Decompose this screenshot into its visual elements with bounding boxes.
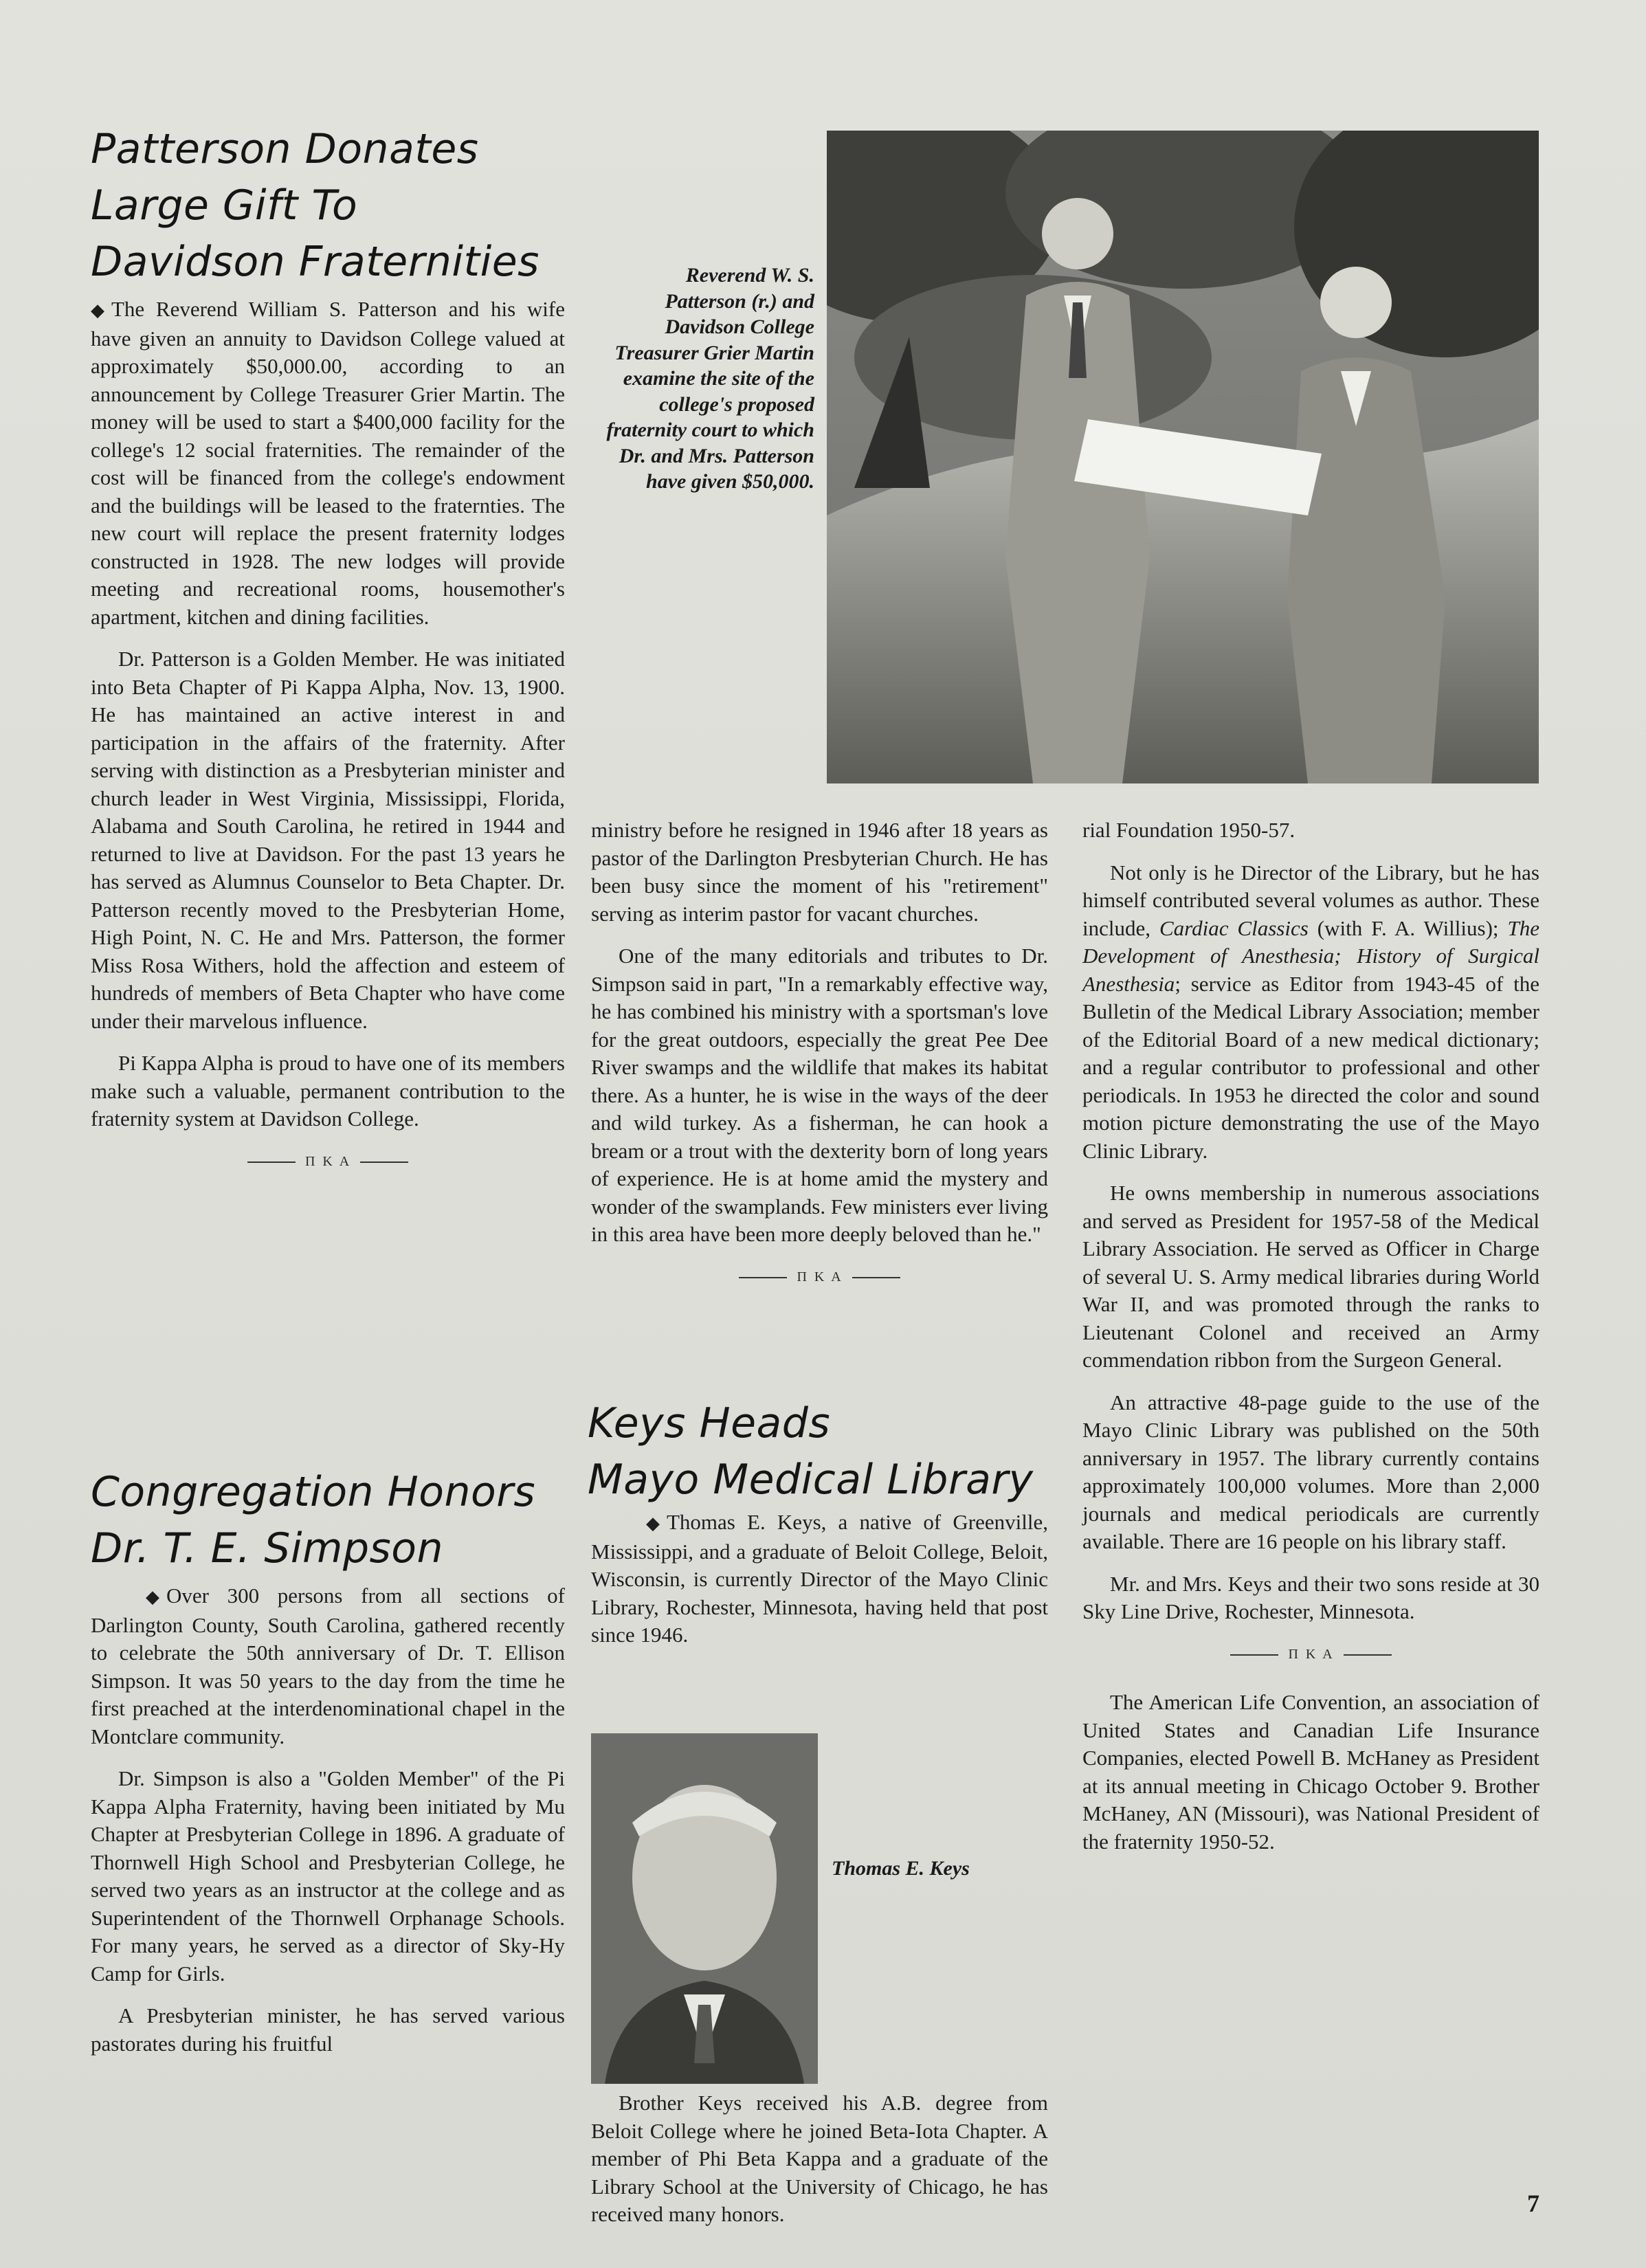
paragraph <box>1082 1689 1539 1856</box>
paragraph-text: Over 300 persons from all sections of Darlington County, South Carolina, gathered recently to celebrate the 50th anniversary of Dr. T. Ellison Simpson. It was 50 years to the day from the time he first preached at the interdenominational chapel in the Montclare community. <box>91 1583 565 1748</box>
headline-line: Patterson Donates <box>91 125 479 173</box>
portrait-photo <box>591 1733 818 2084</box>
page-number: 7 <box>1527 2190 1539 2217</box>
simpson-headline <box>91 1464 572 1577</box>
paragraph: One of the many editorials and tributes to Dr. Simpson said in part, "In a remarkably effective way, he has combined his ministry with a sportsman's love for the great outdoors, especially the great Pee Dee River swamps and the wildlife that makes its habitat there. As a hunter, he is wise in the ways of the deer and wild turkey. As a fisherman, he can hook a bream or a trout with the dexterity born of long years of experience. He is at home amid the mystery and wonder of the swamplands. Few ministers ever living in this area have been more deeply beloved than he." <box>591 944 1048 1246</box>
diamond-bullet-icon: ◆ <box>646 1513 660 1533</box>
section-divider <box>1082 1641 1539 1669</box>
text-run: The American Life Convention, an association of United States and Canadian Life Insurance Companies, elected Powell B. McHaney as President at its annual meeting in Chicago October 9. Brother McHaney, <box>1082 1690 1539 1825</box>
section-divider <box>591 1263 1048 1291</box>
paragraph <box>91 296 565 631</box>
patterson-headline <box>91 121 572 290</box>
book-title: Cardiac Classics <box>1159 915 1309 940</box>
paragraph <box>1082 859 1539 1166</box>
text-run: Not only is he Director of the Library, but he has himself contributed several volumes as author. These include, <box>1082 860 1539 940</box>
divider-text: Π Κ Α <box>304 1153 351 1169</box>
paragraph-text: Thomas E. Keys, a native of Greenville, Mississippi, and a graduate of Beloit College, Beloit, Wisconsin, is currently Director of the Mayo Clinic Library, Rochester, Minnesota, having held that post since 1946. <box>591 1510 1048 1647</box>
keys-portrait <box>591 1733 818 2084</box>
paragraph: Dr. Patterson is a Golden Member. He was initiated into Beta Chapter of Pi Kappa Alpha, Nov. 13, 1900. He has maintained an active interest in and participation in the affairs of the fraternity. After serving with distinction as a Presbyterian minister and church leader in West Virginia, Mississippi, Florida, Alabama and South Carolina, he retired in 1944 and returned to live at Davidson. For the past 13 years he has served as Alumnus Counselor to Beta Chapter. Dr. Patterson recently moved to the Presbyterian Home, High Point, N. C. He and Mrs. Patterson, the former Miss Rosa Withers, hold the affection and esteem of hundreds of members of Beta Chapter who have come under their marvelous influence. <box>91 647 565 1033</box>
paragraph: Dr. Simpson is also a "Golden Member" of the Pi Kappa Alpha Fraternity, having been initiated by Mu Chapter at Presbyterian College in 1896. A graduate of Thornwell High School and Presbyterian College, he served two years as an instructor at the college and as Superintendent of the Thornwell Orphanage Schools. For many years, he served as a director of Sky-Hy Camp for Girls. <box>91 1766 565 1986</box>
keys-article-col3 <box>1082 816 1539 1870</box>
paragraph <box>591 1509 1048 1649</box>
paragraph <box>91 1582 565 1750</box>
headline-line: Large Gift To <box>91 181 358 230</box>
paragraph: Pi Kappa Alpha is proud to have one of its members make such a valuable, permanent contribution to the fraternity system at Davidson College. <box>91 1051 565 1131</box>
patterson-article-body <box>91 296 565 1196</box>
paragraph: Brother Keys received his A.B. degree from Beloit College where he joined Beta-Iota Chapter. A member of Phi Beta Kappa and a graduate of the Library School at the University of Chicago, he has received many honors. <box>591 2091 1048 2226</box>
diamond-bullet-icon: ◆ <box>91 300 104 320</box>
paragraph: Mr. and Mrs. Keys and their two sons reside at 30 Sky Line Drive, Rochester, Minnesota. <box>1082 1571 1539 1623</box>
paragraph: ministry before he resigned in 1946 after 18 years as pastor of the Darlington Presbyterian Church. He has been busy since the moment of his "retirement" serving as interim pastor for vacant churches. <box>591 818 1048 926</box>
diamond-bullet-icon: ◆ <box>146 1587 159 1607</box>
headline-line: Dr. T. E. Simpson <box>91 1524 444 1572</box>
divider-text: Π Κ Α <box>1288 1646 1334 1662</box>
chapter-letters: ΑΝ <box>1177 1801 1208 1825</box>
paragraph: He owns membership in numerous associations and served as President for 1957-58 of the Medical Library Association. He served as Officer in Charge of several U. S. Army medical libraries during World War II, and was promoted through the ranks to Lieutenant Colonel and received an Army commendation ribbon from the Surgeon General. <box>1082 1181 1539 1372</box>
keys-headline <box>588 1395 1069 1508</box>
paragraph: An attractive 48-page guide to the use of the Mayo Clinic Library was published on the 50th anniversary in 1957. The library currently contains approximately 100,000 volumes. More than 2,000 journals and medical periodicals are currently available. There are 16 people on his library staff. <box>1082 1390 1539 1553</box>
paragraph: rial Foundation 1950-57. <box>1082 818 1295 842</box>
text-run: (with F. A. Willius); <box>1308 915 1508 940</box>
patterson-photo <box>827 131 1539 783</box>
headline-line: Davidson Fraternities <box>91 238 540 286</box>
headline-line: Keys Heads <box>588 1399 831 1447</box>
text-run: (Missouri), was National President of the fraternity 1950-52. <box>1082 1801 1539 1854</box>
simpson-article-col2 <box>591 816 1048 1311</box>
paragraph-text: The Reverend William S. Patterson and his wife have given an annuity to Davidson College valued at approximately $50,000.00, according to an announcement by College Treasurer Grier Martin. The money will be used to start a $400,000 facility for the college's 12 social fraternities. The remainder of the cost will be financed from the college's endowment and the buildings will be leased to the fraternties. The new court will replace the present fraternity lodges constructed in 1928. The new lodges will provide meeting and recreational rooms, housemother's apartment, kitchen and dining facilities. <box>91 297 565 629</box>
divider-text: Π Κ Α <box>797 1269 843 1285</box>
photo-two-men-examining-plans <box>827 131 1539 783</box>
text-run: ; service as Editor from 1943-45 of the Bulletin of the Medical Library Association; member of the Editorial Board of a new medical dictionary; and a regular contributor to professional and other periodicals. In 1953 he directed the color and sound motion picture demonstrating the use of the Mayo Clinic Library. <box>1082 971 1539 1163</box>
paragraph: A Presbyterian minister, he has served various pastorates during his fruitful <box>91 2003 565 2056</box>
patterson-photo-caption: Reverend W. S. Patterson (r.) and Davidson College Treasurer Grier Martin examine the site of the college's proposed fraternity court to which Dr. and Mrs. Patterson have given $50,000. <box>606 264 814 493</box>
keys-after-photo <box>591 2089 1048 2243</box>
headline-line: Mayo Medical Library <box>588 1456 1034 1504</box>
book-title: The Development of Anesthesia; History of Surgical Anesthesia <box>1082 915 1539 996</box>
simpson-article-col1 <box>91 1582 565 2072</box>
headline-line: Congregation Honors <box>91 1468 536 1516</box>
keys-photo-caption: Thomas E. Keys <box>832 1857 970 1880</box>
section-divider <box>91 1148 565 1176</box>
keys-intro <box>591 1509 1048 1664</box>
